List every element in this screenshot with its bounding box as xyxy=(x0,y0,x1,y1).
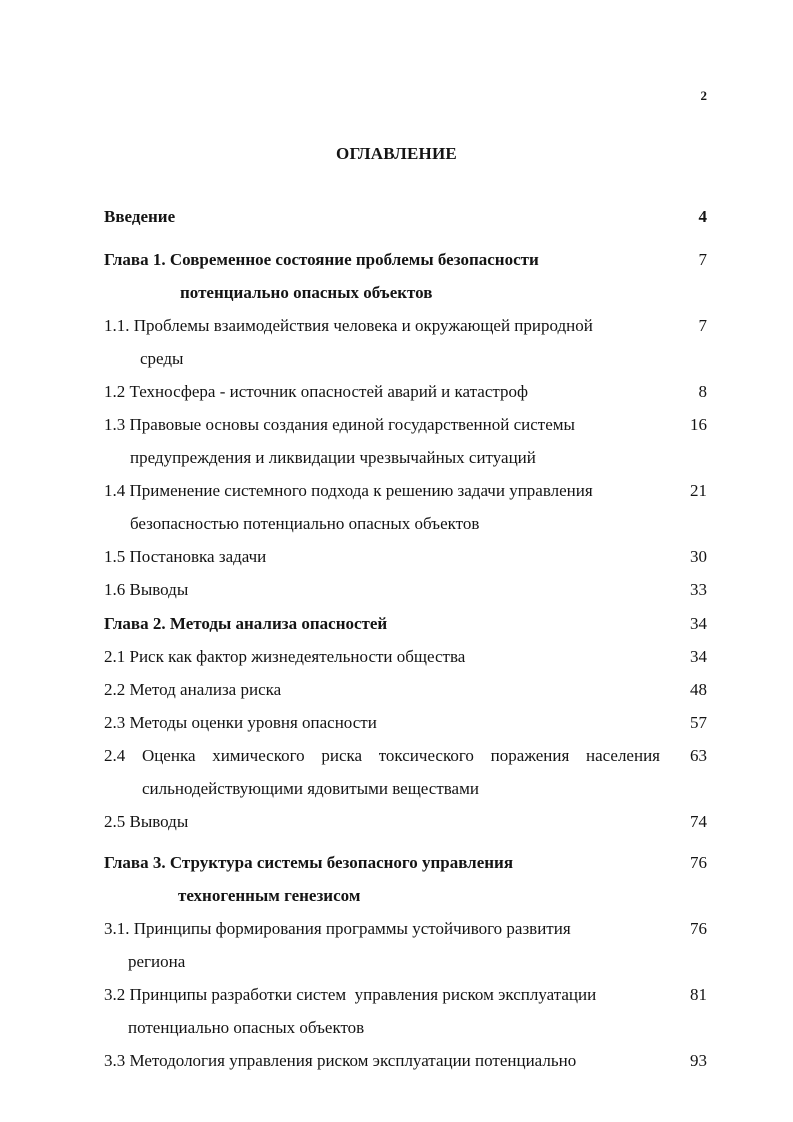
page-number: 2 xyxy=(700,88,707,103)
toc-entry-title: 2.1 Риск как фактор жизнедеятельности общества xyxy=(104,647,466,666)
toc-entry-title: 2.5 Выводы xyxy=(104,812,189,831)
toc-entry-title-continuation: техногенным генезисом xyxy=(178,886,361,905)
page-title: ОГЛАВЛЕНИЕ xyxy=(336,144,457,163)
toc-entry-page: 81 xyxy=(690,985,707,1004)
toc-entry-page: 7 xyxy=(698,250,707,269)
toc-entry-title: 1.6 Выводы xyxy=(104,580,189,599)
toc-entry-page: 33 xyxy=(690,580,707,599)
toc-entry-title: 2.4 Оценка химического риска токсического поражения населения xyxy=(104,746,660,765)
toc-entry-title: Глава 2. Методы анализа опасностей xyxy=(104,614,388,633)
toc-entry-page: 21 xyxy=(690,481,707,500)
toc-entry-title-continuation: потенциально опасных объектов xyxy=(180,283,433,302)
toc-entry-title-continuation: предупреждения и ликвидации чрезвычайных ситуаций xyxy=(130,448,536,467)
toc-entry-title-continuation: сильнодействующими ядовитыми веществами xyxy=(142,779,479,798)
toc-entry-title-continuation: безопасностью потенциально опасных объектов xyxy=(130,514,480,533)
toc-entry-title: 2.3 Методы оценки уровня опасности xyxy=(104,713,377,732)
toc-entry-title-continuation: среды xyxy=(140,349,184,368)
toc-entry-title: Введение xyxy=(104,207,176,226)
toc-entry-page: 74 xyxy=(690,812,707,831)
toc-entry-page: 76 xyxy=(690,919,707,938)
toc-entry-title: Глава 1. Современное состояние проблемы безопасности xyxy=(104,250,539,269)
toc-entry-title: 1.3 Правовые основы создания единой государственной системы xyxy=(104,415,575,434)
toc-entry-page: 63 xyxy=(690,746,707,765)
toc-entry-title: Глава 3. Структура системы безопасного управления xyxy=(104,853,514,872)
toc-entry-page: 76 xyxy=(690,853,707,872)
toc-entry-title: 3.3 Методология управления риском эксплуатации потенциально xyxy=(104,1051,577,1070)
toc-entry-page: 34 xyxy=(690,614,707,633)
toc-entry-page: 7 xyxy=(698,316,707,335)
toc-entry-title-continuation: региона xyxy=(128,952,186,971)
toc-entry-title-continuation: потенциально опасных объектов xyxy=(128,1018,365,1037)
toc-entry-page: 30 xyxy=(690,547,707,566)
toc-entry-page: 57 xyxy=(690,713,707,732)
toc-entry-page: 16 xyxy=(690,415,707,434)
toc-entry-page: 4 xyxy=(698,207,707,226)
toc-entry-page: 34 xyxy=(690,647,707,666)
toc-entry-page: 8 xyxy=(698,382,707,401)
toc-entry-title: 3.2 Принципы разработки систем управления риском эксплуатации xyxy=(104,985,597,1004)
toc-entry-title: 1.5 Постановка задачи xyxy=(104,547,267,566)
toc-entry-title: 3.1. Принципы формирования программы устойчивого развития xyxy=(104,919,571,938)
toc-entry-title: 1.1. Проблемы взаимодействия человека и окружающей природной xyxy=(104,316,593,335)
toc-entry-title: 2.2 Метод анализа риска xyxy=(104,680,282,699)
toc-entry-page: 93 xyxy=(690,1051,707,1070)
toc-entry-title: 1.2 Техносфера - источник опасностей аварий и катастроф xyxy=(104,382,529,401)
toc-entry-title: 1.4 Применение системного подхода к решению задачи управления xyxy=(104,481,593,500)
toc-entry-page: 48 xyxy=(690,680,707,699)
